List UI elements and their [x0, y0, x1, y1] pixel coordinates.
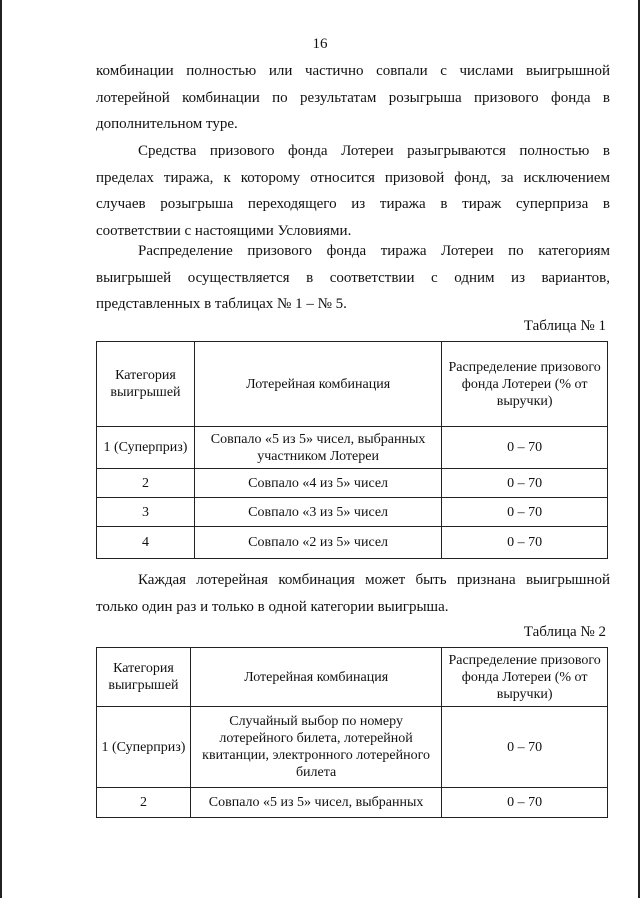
table-2 [96, 647, 608, 818]
cell-distribution: 0 – 70 [442, 427, 608, 469]
table-1 [96, 341, 608, 559]
table-row [97, 707, 608, 788]
header-category: Категория выигрышей [97, 342, 195, 427]
cell-category: 1 (Суперприз) [97, 707, 191, 788]
table-row [97, 527, 608, 559]
table-row [97, 427, 608, 469]
paragraph-prize-fund: Средства призового фонда Лотереи разыгрываются полностью в пределах тиража, к которому относится призовой фонд, за исключением случаев розыгрыша переходящего из тиража в тираж суперприза в соответствии с настоящими Условиями. [96, 143, 610, 239]
paragraph-continuation: комбинации полностью или частично совпали с числами выигрышной лотерейной комбинации по результатам розыгрыша призового фонда в дополнительном туре. [96, 63, 610, 132]
cell-distribution: 0 – 70 [442, 469, 608, 498]
scan-edge-left [0, 0, 2, 898]
cell-combination: Совпало «3 из 5» чисел [194, 498, 441, 527]
cell-combination: Совпало «2 из 5» чисел [194, 527, 441, 559]
table-1-header-row [97, 342, 608, 427]
table-row [97, 788, 608, 818]
cell-distribution: 0 – 70 [442, 498, 608, 527]
cell-category: 2 [97, 788, 191, 818]
cell-combination: Совпало «4 из 5» чисел [194, 469, 441, 498]
cell-combination: Совпало «5 из 5» чисел, выбранных участником Лотереи [194, 427, 441, 469]
cell-category: 1 (Суперприз) [97, 427, 195, 469]
cell-category: 4 [97, 527, 195, 559]
table-row [97, 498, 608, 527]
cell-combination: Совпало «5 из 5» чисел, выбранных [190, 788, 441, 818]
table-2-caption: Таблица № 2 [523, 624, 606, 640]
cell-combination: Случайный выбор по номеру лотерейного билета, лотерейной квитанции, электронного лотерейного билета [190, 707, 441, 788]
paragraph-single-win: Каждая лотерейная комбинация может быть признана выигрышной только один раз и только в одной категории выигрыша. [96, 572, 610, 615]
page-number: 16 [312, 36, 328, 52]
table-row [97, 469, 608, 498]
cell-category: 2 [97, 469, 195, 498]
cell-distribution: 0 – 70 [442, 527, 608, 559]
header-combination: Лотерейная комбинация [190, 648, 441, 707]
cell-distribution: 0 – 70 [442, 707, 608, 788]
cell-category: 3 [97, 498, 195, 527]
cell-distribution: 0 – 70 [442, 788, 608, 818]
header-category: Категория выигрышей [97, 648, 191, 707]
header-distribution: Распределение призового фонда Лотереи (% от выручки) [442, 342, 608, 427]
paragraph-distribution: Распределение призового фонда тиража Лотереи по категориям выигрышей осуществляется в соответствии с одним из вариантов, представленных в таблицах № 1 – № 5. [96, 243, 610, 312]
table-2-header-row [97, 648, 608, 707]
header-distribution: Распределение призового фонда Лотереи (% от выручки) [442, 648, 608, 707]
table-1-caption: Таблица № 1 [523, 318, 606, 334]
header-combination: Лотерейная комбинация [194, 342, 441, 427]
